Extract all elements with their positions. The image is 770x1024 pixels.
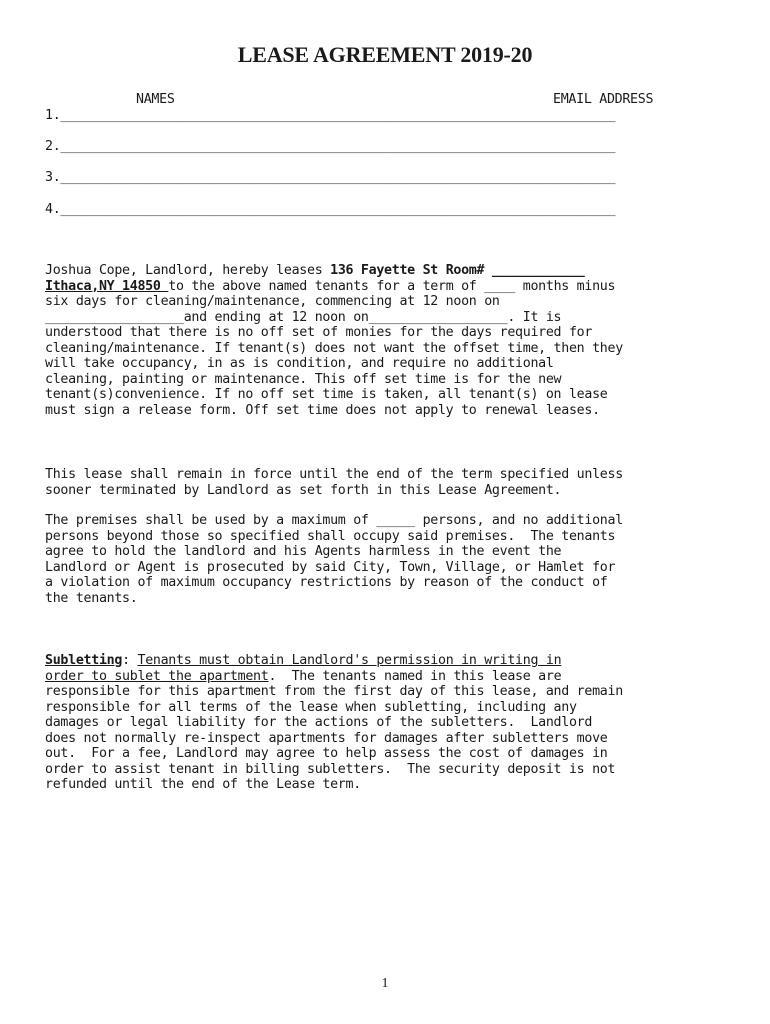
- para2-line-2: sooner terminated by Landlord as set forth in this Lease Agreement.: [45, 482, 562, 498]
- tenant-line-3[interactable]: 3.________________________________________________________________________: [45, 170, 616, 185]
- para3-line-4: Landlord or Agent is prosecuted by said City, Town, Village, or Hamlet for: [45, 559, 616, 575]
- subletting-paragraph: [45, 653, 735, 793]
- tenant-line-2[interactable]: 2.________________________________________________________________________: [45, 139, 616, 154]
- subletting-line-3: responsible for this apartment from the first day of this lease, and remain: [45, 684, 623, 699]
- subletting-line-7: out. For a fee, Landlord may agree to help assess the cost of damages in: [45, 746, 608, 761]
- lease-intro-text: Joshua Cope, Landlord, hereby leases: [45, 263, 331, 278]
- para1-line-6: cleaning/maintenance. If tenant(s) does not want the offset time, then they: [45, 340, 623, 356]
- subletting-line-1: Tenants must obtain Landlord's permission in writing in: [137, 653, 562, 668]
- names-column-label: NAMES: [136, 92, 175, 107]
- occupancy-paragraph: [45, 513, 735, 606]
- lease-terms-paragraph: [45, 263, 735, 418]
- para3-line-3: agree to hold the landlord and his Agents harmless in the event the: [45, 544, 562, 559]
- lease-duration-paragraph: [45, 467, 735, 498]
- subletting-line-8: order to assist tenant in billing subletters. The security deposit is not: [45, 761, 616, 777]
- para1-line-10: must sign a release form. Off set time does not apply to renewal leases.: [45, 402, 600, 418]
- para2-line-1: This lease shall remain in force until the end of the term specified unless: [45, 467, 623, 482]
- subletting-line-4: responsible for all terms of the lease when subletting, including any: [45, 699, 577, 715]
- subletting-line-6: does not normally re-inspect apartments for damages after subletters move: [45, 730, 608, 746]
- property-address: 136 Fayette St Room#: [330, 263, 485, 278]
- page-title: LEASE AGREEMENT 2019-20: [237, 42, 533, 67]
- tenant-line-1[interactable]: 1.________________________________________________________________________: [45, 108, 616, 123]
- page-number: 1: [381, 976, 389, 991]
- para1-line-7: will take occupancy, in as is condition, and require no additional: [45, 356, 554, 371]
- term-text: to the above named tenants for a term of ____ months minus: [168, 278, 616, 294]
- subletting-line-5: damages or legal liability for the actions of the subletters. Landlord: [45, 715, 593, 730]
- para1-line-8: cleaning, painting or maintenance. This off set time is for the new: [45, 371, 562, 387]
- para3-line-2: persons beyond those so specified shall occupy said premises. The tenants: [45, 528, 616, 544]
- para1-line-9: tenant(s)convenience. If no off set time is taken, all tenant(s) on lease: [45, 387, 608, 402]
- room-number-blank[interactable]: ____________: [491, 263, 585, 278]
- lease-dates-line[interactable]: __________________and ending at 12 noon on__________________. It is: [45, 309, 562, 325]
- subletting-heading: Subletting: [45, 653, 123, 668]
- tenant-line-4[interactable]: 4.________________________________________________________________________: [45, 202, 616, 217]
- spacer: [484, 263, 492, 278]
- para3-line-6: the tenants.: [45, 590, 138, 606]
- para3-line-5: a violation of maximum occupancy restrictions by reason of the conduct of: [45, 575, 608, 590]
- subletting-line-2-rest: . The tenants named in this lease are: [268, 668, 562, 684]
- para1-line-5: understood that there is no off set of monies for the days required for: [45, 325, 593, 340]
- subletting-line-2-underlined: order to sublet the apartment: [45, 668, 269, 684]
- para1-line-3: six days for cleaning/maintenance, commencing at 12 noon on: [45, 294, 500, 309]
- email-column-label: EMAIL ADDRESS: [553, 92, 654, 107]
- subletting-line-9: refunded until the end of the Lease term.: [45, 777, 361, 792]
- property-city: Ithaca,NY 14850: [45, 278, 169, 294]
- para3-line-1: The premises shall be used by a maximum of _____ persons, and no additional: [45, 513, 623, 528]
- subletting-colon: :: [122, 653, 138, 668]
